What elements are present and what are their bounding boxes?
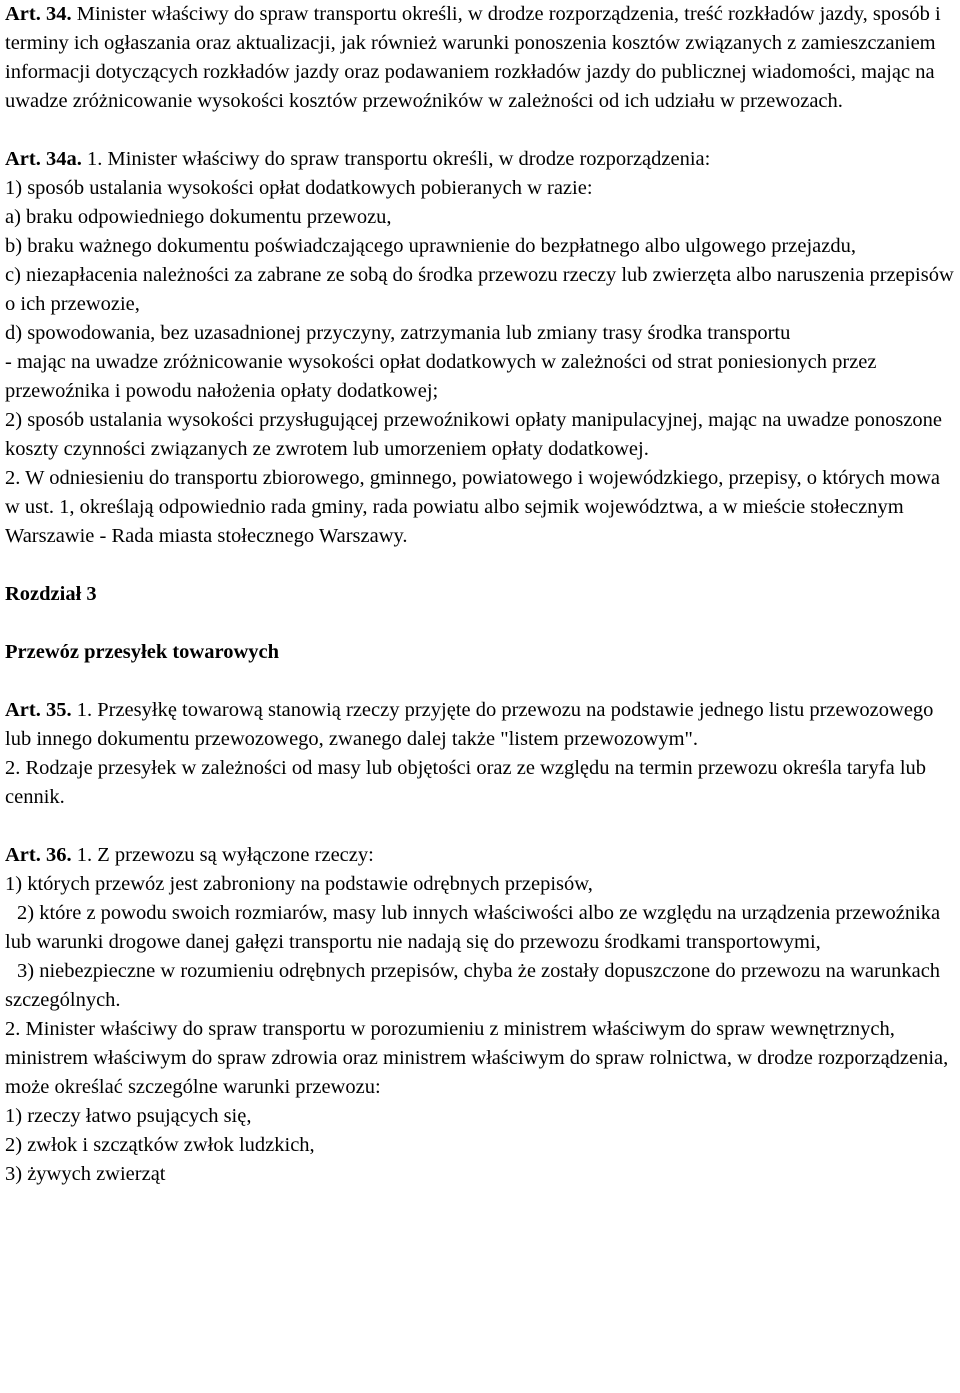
article-label: Art. 35. bbox=[5, 699, 72, 721]
list-item: 2) sposób ustalania wysokości przysługującej przewoźnikowi opłaty manipulacyjnej, mając na uwadze ponoszone koszty czynności związanych ze zwrotem lub umorzeniem opłaty dodatkowej. bbox=[5, 409, 943, 460]
spacer bbox=[5, 116, 959, 145]
article-34 bbox=[5, 0, 959, 116]
list-item: 1) rzeczy łatwo psujących się, bbox=[5, 1105, 252, 1127]
section-paragraph: 2. Rodzaje przesyłek w zależności od masy lub objętości oraz ze względu na termin przewozu określa taryfa lub cennik. bbox=[5, 757, 927, 808]
list-item: a) braku odpowiedniego dokumentu przewozu, bbox=[5, 206, 392, 228]
spacer bbox=[5, 667, 959, 696]
article-text: 1. Z przewozu są wyłączone rzeczy: bbox=[71, 844, 374, 866]
spacer bbox=[5, 609, 959, 638]
list-item: b) braku ważnego dokumentu poświadczającego uprawnienie do bezpłatnego albo ulgowego przejazdu, bbox=[5, 235, 857, 257]
list-item: d) spowodowania, bez uzasadnionej przyczyny, zatrzymania lub zmiany trasy środka transportu bbox=[5, 322, 791, 344]
section-paragraph: 2. Minister właściwy do spraw transportu w porozumieniu z ministrem właściwym do spraw wewnętrznych, ministrem właściwym do spraw zdrowia oraz ministrem właściwym do spraw rolnictwa, w drodze rozporządzenia, może określać szczególne warunki przewozu: bbox=[5, 1018, 949, 1098]
list-item: c) niezapłacenia należności za zabrane ze sobą do środka przewozu rzeczy lub zwierzęta albo naruszenia przepisów o ich przewozie, bbox=[5, 264, 954, 315]
article-label: Art. 34a. bbox=[5, 148, 82, 170]
list-item: 3) żywych zwierząt bbox=[5, 1163, 166, 1185]
article-36 bbox=[5, 841, 959, 870]
chapter-number: Rozdział 3 bbox=[5, 583, 97, 605]
list-item: - mając na uwadze zróżnicowanie wysokości opłat dodatkowych w zależności od strat poniesionych przez przewoźnika i powodu nałożenia opłaty dodatkowej; bbox=[5, 351, 877, 402]
spacer bbox=[5, 551, 959, 580]
section-paragraph: 2. W odniesieniu do transportu zbiorowego, gminnego, powiatowego i wojewódzkiego, przepisy, o których mowa w ust. 1, określają odpowiednio rada gminy, rada powiatu albo sejmik województwa, a w mieście stołecznym Warszawie - Rada miasta stołecznego Warszawy. bbox=[5, 467, 941, 547]
list-item: 1) sposób ustalania wysokości opłat dodatkowych pobieranych w razie: bbox=[5, 177, 593, 199]
article-label: Art. 36. bbox=[5, 844, 72, 866]
list-item: 2) zwłok i szczątków zwłok ludzkich, bbox=[5, 1134, 315, 1156]
spacer bbox=[5, 812, 959, 841]
list-item: 2) które z powodu swoich rozmiarów, masy lub innych właściwości albo ze względu na urządzenia przewoźnika lub warunki drogowe danej gałęzi transportu nie nadają się do przewozu środkami transportowymi, bbox=[5, 902, 941, 953]
chapter-title: Przewóz przesyłek towarowych bbox=[5, 641, 280, 663]
article-text: Minister właściwy do spraw transportu określi, w drodze rozporządzenia, treść rozkładów jazdy, sposób i terminy ich ogłaszania oraz aktualizacji, jak również warunki ponoszenia kosztów związanych z zamieszczaniem informacji dotyczących rozkładów jazdy oraz podawaniem rozkładów jazdy do publicznej wiadomości, mając na uwadze zróżnicowanie wysokości kosztów przewoźników w zależności od ich udziału w przewozach. bbox=[5, 3, 941, 112]
article-label: Art. 34. bbox=[5, 3, 72, 25]
article-text: 1. Minister właściwy do spraw transportu określi, w drodze rozporządzenia: bbox=[81, 148, 711, 170]
document-page bbox=[5, 0, 959, 1189]
article-text: 1. Przesyłkę towarową stanowią rzeczy przyjęte do przewozu na podstawie jednego listu przewozowego lub innego dokumentu przewozowego, zwanego dalej także "listem przewozowym". bbox=[5, 699, 934, 750]
article-34a-intro bbox=[5, 145, 959, 174]
list-item: 1) których przewóz jest zabroniony na podstawie odrębnych przepisów, bbox=[5, 873, 593, 895]
article-35 bbox=[5, 696, 959, 754]
list-item: 3) niebezpieczne w rozumieniu odrębnych przepisów, chyba że zostały dopuszczone do przewozu na warunkach szczególnych. bbox=[5, 960, 941, 1011]
